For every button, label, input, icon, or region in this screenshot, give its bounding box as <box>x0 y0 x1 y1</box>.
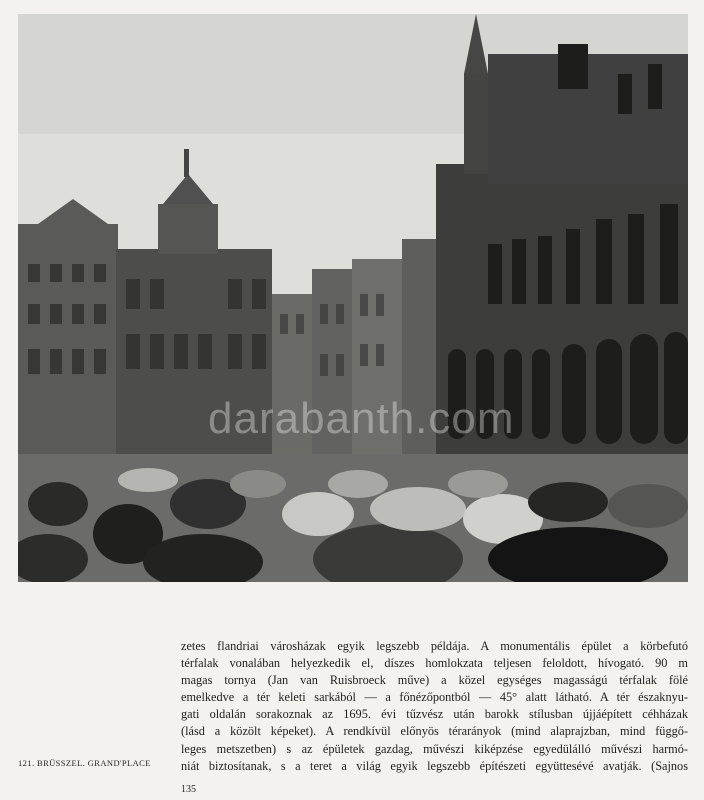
page-number: 135 <box>181 784 196 795</box>
text-line: leges metszetben) s az épületek gazdag, művészi kiképzése egyedülálló művészi harmó- <box>181 741 688 756</box>
text-line: gati oldalán sorakoznak az 1695. évi tűzvész után barokk stílusban újjáépített céhházak <box>181 707 688 722</box>
body-text <box>181 638 688 775</box>
grand-place-photo <box>18 14 688 582</box>
photo-caption: 121. BRÜSSZEL. GRAND'PLACE <box>18 758 151 768</box>
text-line: niát biztosítanak, s a teret a világ egyik legszebb építészeti együttesévé avatják. (Sajnos <box>181 758 688 773</box>
text-line: magas tornya (Jan van Ruisbroeck műve) a közel egységes magasságú térfalak fölé <box>181 673 688 688</box>
text-line: zetes flandriai városházak egyik legszebb példája. A monumentális épület a körbefutó <box>181 639 688 653</box>
text-line: emelkedve a tér keleti sarkából — a főnézőpontból — 45° alatt látható. A tér északnyu- <box>181 690 688 705</box>
text-line: (lásd a közölt képeket). A rendkívül előnyös térarányok (mind alaprajzban, mind függő- <box>181 724 688 739</box>
watermark: darabanth.com <box>208 394 515 443</box>
text-line: térfalak vonalában helyezkedik el, díszes homlokzata teljesen feloldott, hívogató. 90 m <box>181 656 688 671</box>
photo-illustration <box>18 14 688 582</box>
